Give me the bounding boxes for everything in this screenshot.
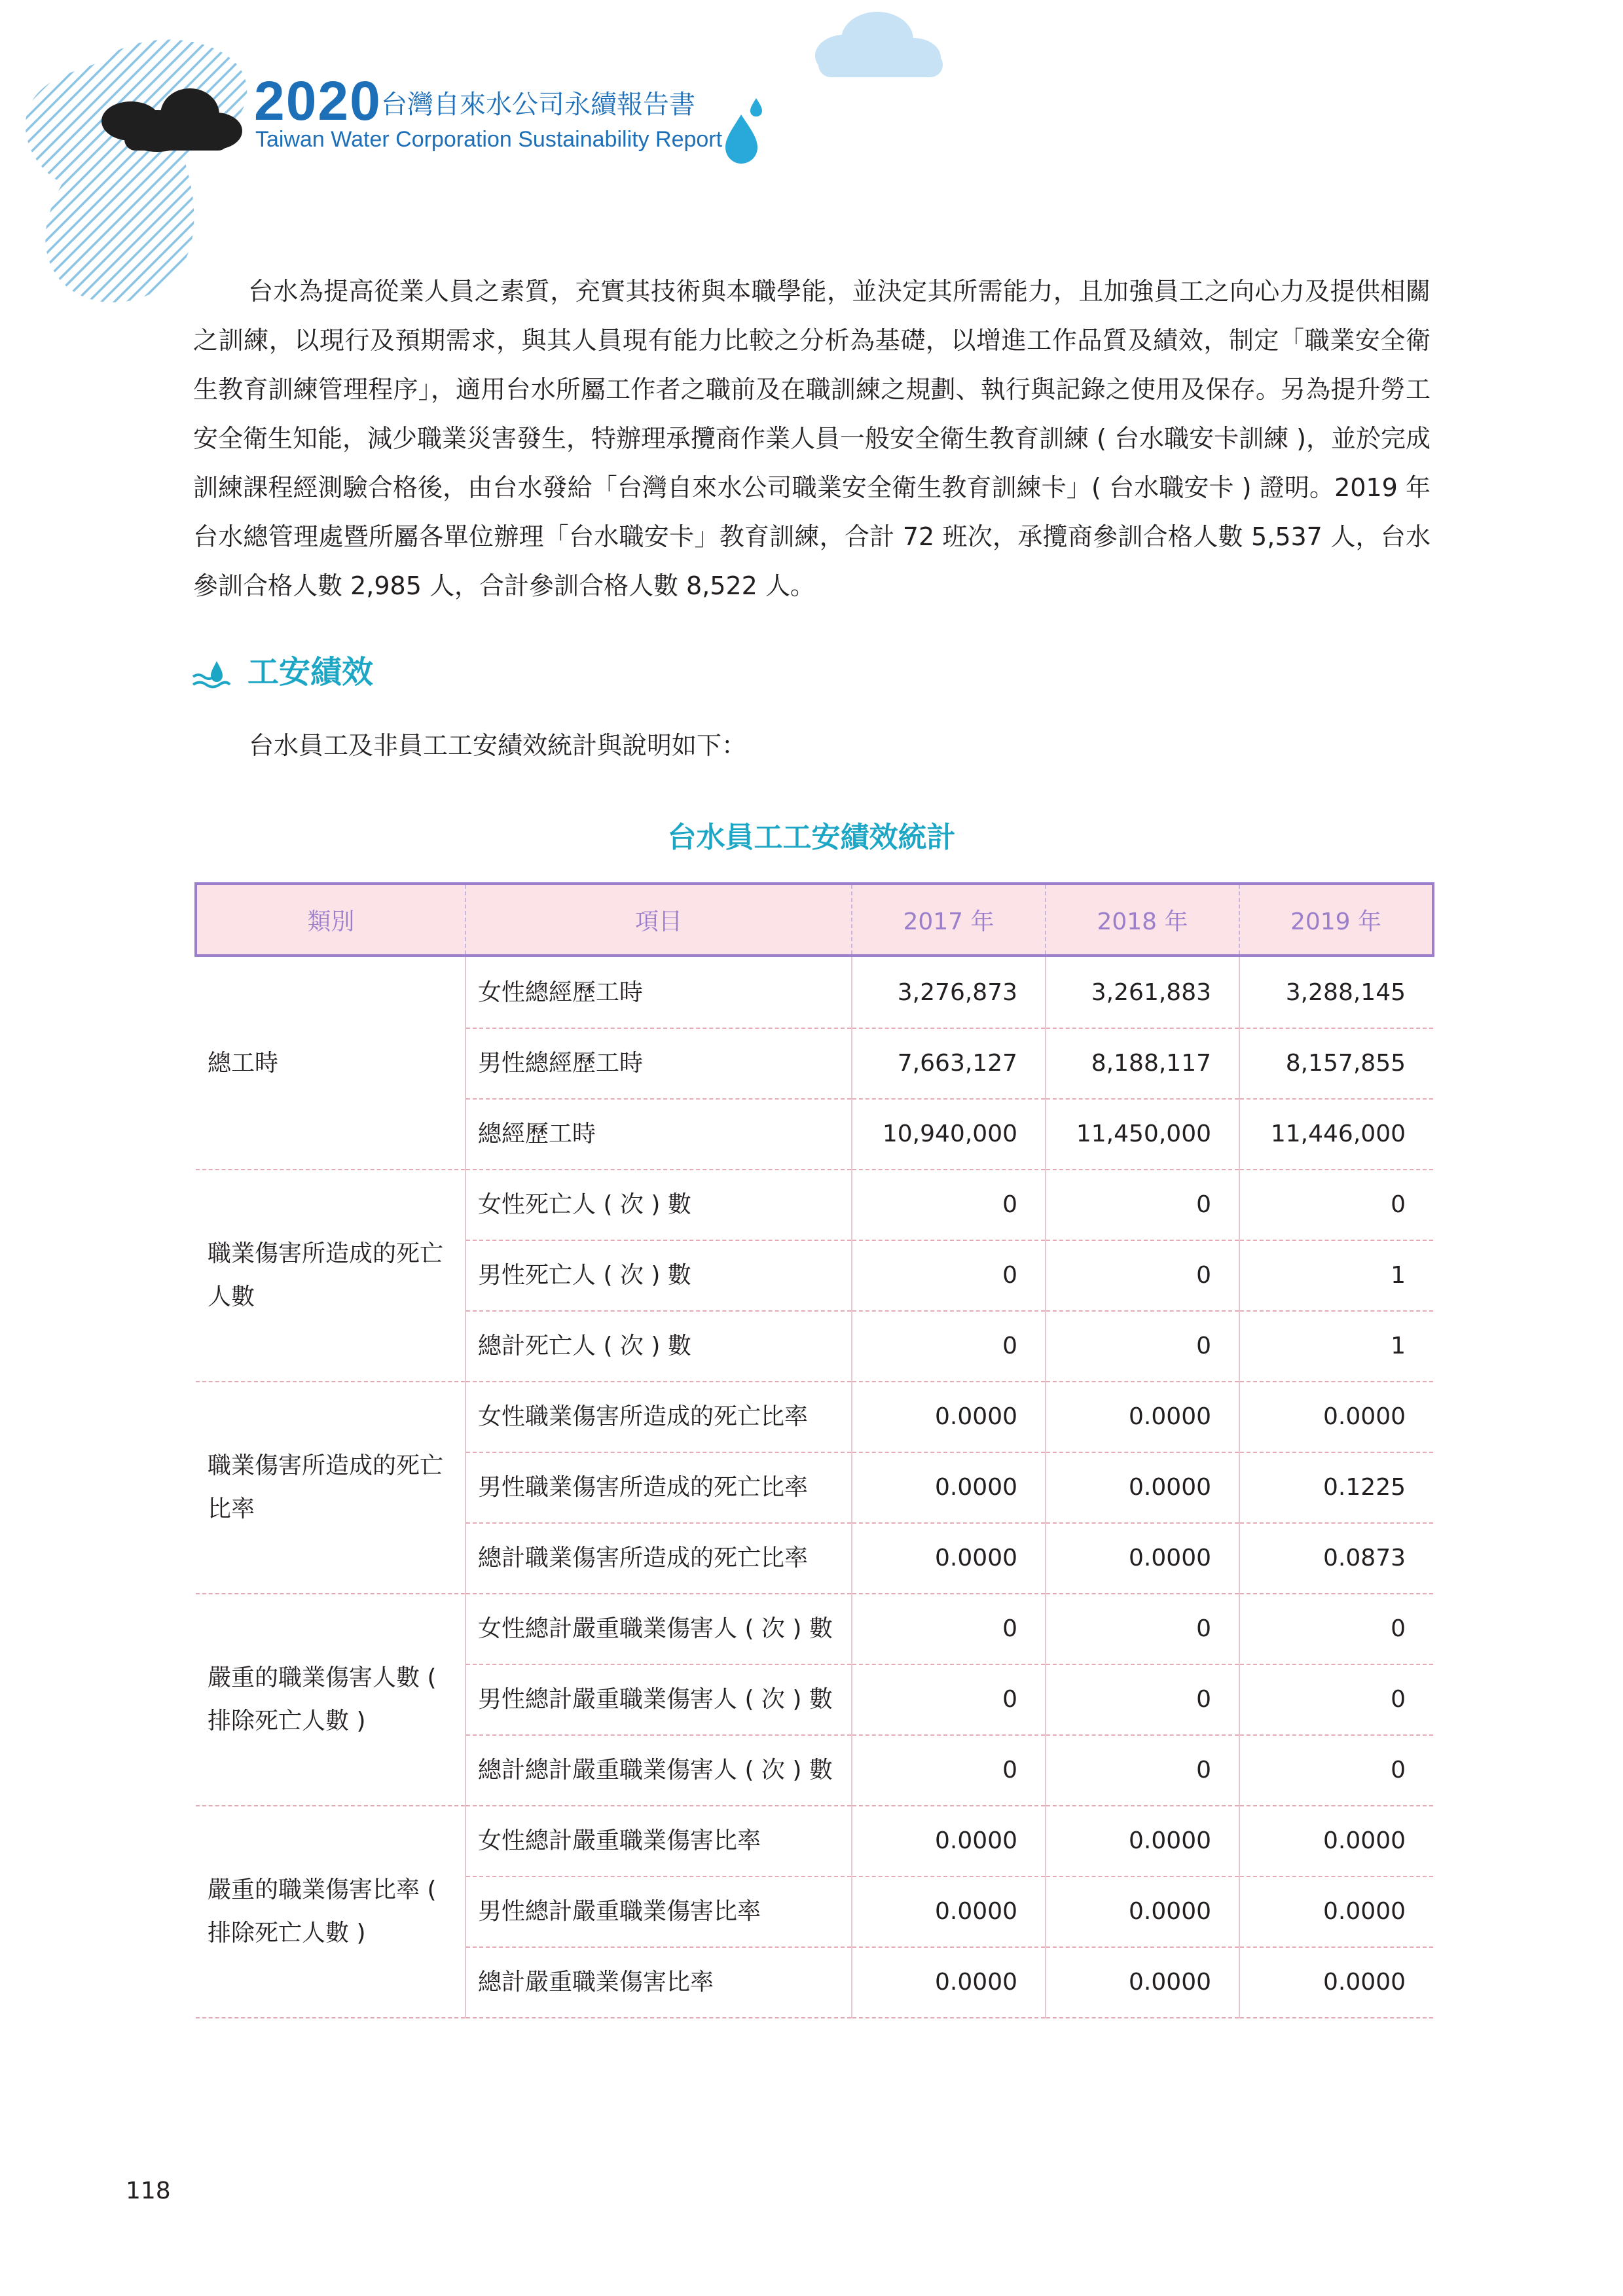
value-2019: 11,446,000	[1239, 1099, 1433, 1170]
value-2017: 0	[852, 1594, 1046, 1664]
table-row	[196, 1806, 1433, 1876]
value-2017: 0	[852, 1311, 1046, 1382]
item-cell: 女性死亡人 ( 次 ) 數	[465, 1170, 852, 1240]
water-drop-icon	[725, 98, 762, 164]
report-title-en: Taiwan Water Corporation Sustainability Report	[255, 127, 723, 152]
value-2019: 0	[1239, 1594, 1433, 1664]
body-paragraph: 台水為提高從業人員之素質，充實其技術與本職學能，並決定其所需能力，且加強員工之向心力及提供相關之訓練，以現行及預期需求，與其人員現有能力比較之分析為基礎，以增進工作品質及績效，制定「職業安全衛生教育訓練管理程序」，適用台水所屬工作者之職前及在職訓練之規劃、執行與記錄之使用及保存。另為提升勞工安全衛生知能，減少職業災害發生，特辦理承攬商作業人員一般安全衛生教育訓練 ( 台水職安卡訓練 )，並於完成訓練課程經測驗合格後，由台水發給「台灣自來水公司職業安全衛生教育訓練卡」( 台水職安卡 ) 證明。2019 年台水總管理處暨所屬各單位辦理「台水職安卡」教育訓練，合計 72 班次，承攬商參訓合格人數 5,537 人，台水參訓合格人數 2,985 人，合計參訓合格人數 8,522 人。	[193, 277, 1431, 600]
value-2018: 0.0000	[1046, 1806, 1239, 1876]
value-2017: 0	[852, 1240, 1046, 1311]
value-2018: 0.0000	[1046, 1947, 1239, 2018]
value-2017: 0.0000	[852, 1806, 1046, 1876]
category-cell: 嚴重的職業傷害比率 ( 排除死亡人數 )	[196, 1806, 465, 2018]
value-2019: 0.0000	[1239, 1947, 1433, 2018]
table-title: 台水員工工安績效統計	[667, 821, 956, 854]
value-2019: 0.0000	[1239, 1806, 1433, 1876]
value-2019: 1	[1239, 1311, 1433, 1382]
cloud-icon	[815, 12, 943, 77]
category-cell: 職業傷害所造成的死亡人數	[196, 1170, 465, 1382]
value-2019: 0	[1239, 1170, 1433, 1240]
value-2018: 0	[1046, 1664, 1239, 1735]
value-2017: 0.0000	[852, 1947, 1046, 2018]
item-cell: 總計死亡人 ( 次 ) 數	[465, 1311, 852, 1382]
value-2017: 0.0000	[852, 1876, 1046, 1947]
value-2018: 8,188,117	[1046, 1028, 1239, 1099]
value-2017: 0.0000	[852, 1382, 1046, 1452]
value-2019: 3,288,145	[1239, 956, 1433, 1028]
item-cell: 總計總計嚴重職業傷害人 ( 次 ) 數	[465, 1735, 852, 1806]
header-category: 類別	[196, 884, 465, 956]
section-title: 工安績效	[247, 654, 374, 691]
safety-stats-table	[194, 882, 1434, 2018]
value-2018: 0.0000	[1046, 1382, 1239, 1452]
value-2019: 1	[1239, 1240, 1433, 1311]
value-2018: 0	[1046, 1735, 1239, 1806]
value-2017: 3,276,873	[852, 956, 1046, 1028]
value-2018: 11,450,000	[1046, 1099, 1239, 1170]
table-row	[196, 1382, 1433, 1452]
value-2018: 3,261,883	[1046, 956, 1239, 1028]
intro-text: 台水員工及非員工工安績效統計與說明如下：	[249, 731, 747, 760]
table-row	[196, 956, 1433, 1028]
item-cell: 女性總計嚴重職業傷害人 ( 次 ) 數	[465, 1594, 852, 1664]
striped-blob-graphic	[26, 39, 247, 302]
item-cell: 女性職業傷害所造成的死亡比率	[465, 1382, 852, 1452]
item-cell: 女性總計嚴重職業傷害比率	[465, 1806, 852, 1876]
value-2019: 0.0873	[1239, 1523, 1433, 1594]
value-2018: 0.0000	[1046, 1876, 1239, 1947]
item-cell: 總經歷工時	[465, 1099, 852, 1170]
value-2018: 0	[1046, 1594, 1239, 1664]
item-cell: 男性總計嚴重職業傷害比率	[465, 1876, 852, 1947]
value-2018: 0.0000	[1046, 1523, 1239, 1594]
value-2017: 10,940,000	[852, 1099, 1046, 1170]
table-header-row	[196, 884, 1433, 956]
value-2017: 0	[852, 1170, 1046, 1240]
item-cell: 女性總經歷工時	[465, 956, 852, 1028]
header-2018: 2018 年	[1046, 884, 1239, 956]
header-2019: 2019 年	[1239, 884, 1433, 956]
item-cell: 總計嚴重職業傷害比率	[465, 1947, 852, 2018]
value-2019: 0	[1239, 1735, 1433, 1806]
category-cell: 職業傷害所造成的死亡比率	[196, 1382, 465, 1594]
item-cell: 男性總計嚴重職業傷害人 ( 次 ) 數	[465, 1664, 852, 1735]
value-2018: 0	[1046, 1240, 1239, 1311]
value-2019: 8,157,855	[1239, 1028, 1433, 1099]
value-2018: 0	[1046, 1170, 1239, 1240]
value-2017: 7,663,127	[852, 1028, 1046, 1099]
value-2017: 0	[852, 1735, 1046, 1806]
value-2019: 0.0000	[1239, 1876, 1433, 1947]
value-2018: 0.0000	[1046, 1452, 1239, 1523]
value-2018: 0	[1046, 1311, 1239, 1382]
header-2017: 2017 年	[852, 884, 1046, 956]
item-cell: 男性職業傷害所造成的死亡比率	[465, 1452, 852, 1523]
table-row	[196, 1594, 1433, 1664]
item-cell: 總計職業傷害所造成的死亡比率	[465, 1523, 852, 1594]
item-cell: 男性總經歷工時	[465, 1028, 852, 1099]
wave-icon	[192, 660, 231, 689]
category-cell: 總工時	[196, 956, 465, 1170]
value-2019: 0.1225	[1239, 1452, 1433, 1523]
value-2017: 0.0000	[852, 1452, 1046, 1523]
item-cell: 男性死亡人 ( 次 ) 數	[465, 1240, 852, 1311]
report-title-zh: 台灣自來水公司永續報告書	[381, 90, 695, 120]
report-year: 2020	[254, 70, 382, 132]
table-row	[196, 1170, 1433, 1240]
header-item: 項目	[465, 884, 852, 956]
page-number: 118	[126, 2178, 171, 2204]
category-cell: 嚴重的職業傷害人數 ( 排除死亡人數 )	[196, 1594, 465, 1806]
value-2019: 0.0000	[1239, 1382, 1433, 1452]
value-2017: 0	[852, 1664, 1046, 1735]
value-2019: 0	[1239, 1664, 1433, 1735]
value-2017: 0.0000	[852, 1523, 1046, 1594]
